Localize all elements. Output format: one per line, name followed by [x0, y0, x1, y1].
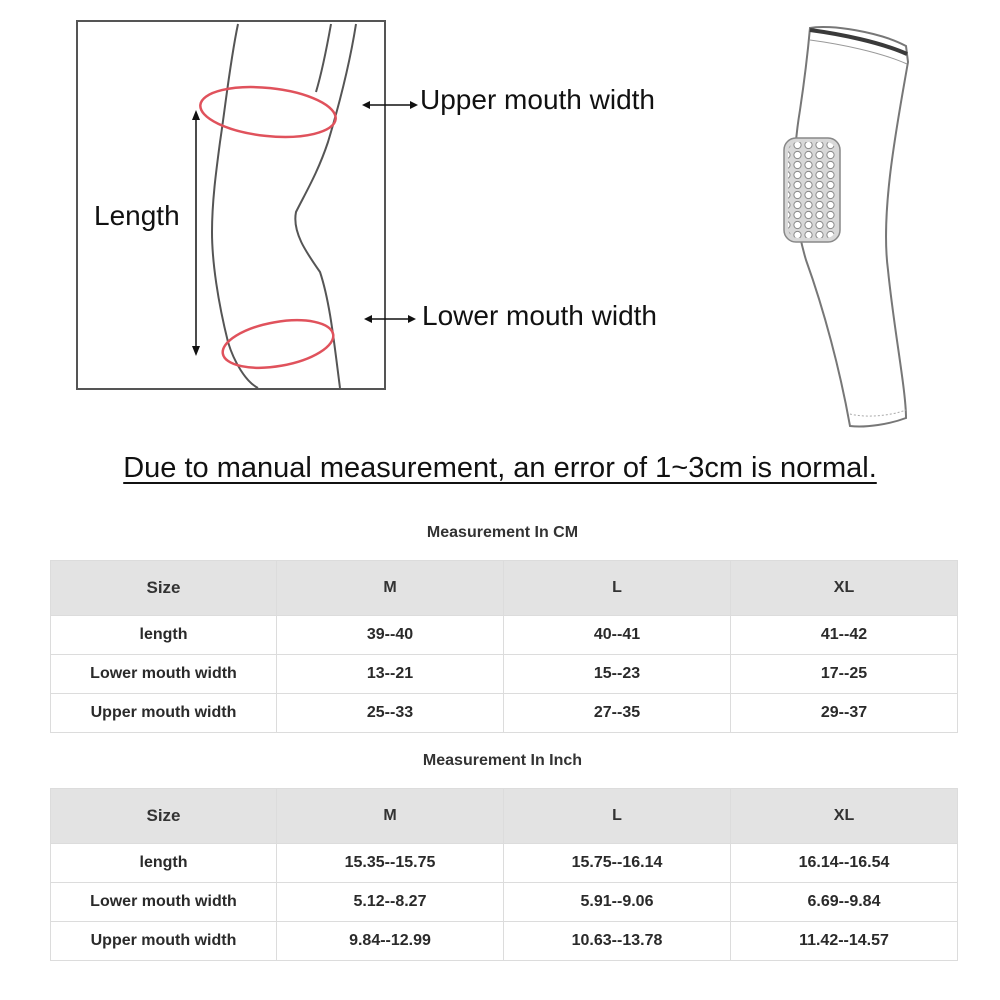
header-cell: Size: [51, 561, 277, 616]
table-row: [51, 655, 958, 694]
header-cell: M: [277, 561, 504, 616]
table-cell: 10.63--13.78: [504, 922, 731, 961]
table-cell: 13--21: [277, 655, 504, 694]
table-row: [51, 844, 958, 883]
table-cell: 5.12--8.27: [277, 883, 504, 922]
table-cell: 6.69--9.84: [731, 883, 958, 922]
table-cell: 17--25: [731, 655, 958, 694]
inch-size-table: [50, 788, 958, 961]
table-cell: 40--41: [504, 616, 731, 655]
inch-table-title: Measurement In Inch: [422, 752, 583, 769]
table-header-row: [51, 561, 958, 616]
table-cell: 41--42: [731, 616, 958, 655]
table-row: [51, 922, 958, 961]
table-cell: 16.14--16.54: [731, 844, 958, 883]
table-cell: 39--40: [277, 616, 504, 655]
row-label: Upper mouth width: [51, 694, 277, 733]
cm-table-title: Measurement In CM: [426, 524, 579, 541]
table-cell: 29--37: [731, 694, 958, 733]
table-cell: 5.91--9.06: [504, 883, 731, 922]
table-cell: 15--23: [504, 655, 731, 694]
header-cell: L: [504, 789, 731, 844]
lower-ring: [219, 313, 337, 376]
table-cell: 15.75--16.14: [504, 844, 731, 883]
row-label: length: [51, 844, 277, 883]
lower-arrow-icon: [364, 312, 416, 326]
measurement-error-note: Due to manual measurement, an error of 1~3cm is normal.: [123, 452, 877, 484]
row-label: length: [51, 616, 277, 655]
header-cell: Size: [51, 789, 277, 844]
row-label: Upper mouth width: [51, 922, 277, 961]
table-cell: 27--35: [504, 694, 731, 733]
row-label: Lower mouth width: [51, 883, 277, 922]
table-cell: 9.84--12.99: [277, 922, 504, 961]
upper-arrow-icon: [362, 98, 418, 112]
table-cell: 25--33: [277, 694, 504, 733]
table-header-row: [51, 789, 958, 844]
lower-mouth-width-label: Lower mouth width: [422, 300, 658, 331]
row-label: Lower mouth width: [51, 655, 277, 694]
table-row: [51, 883, 958, 922]
cm-size-table: [50, 560, 958, 733]
header-cell: L: [504, 561, 731, 616]
header-cell: XL: [731, 561, 958, 616]
header-cell: M: [277, 789, 504, 844]
table-cell: 11.42--14.57: [731, 922, 958, 961]
header-cell: XL: [731, 789, 958, 844]
length-label: Length: [94, 200, 180, 231]
table-row: [51, 616, 958, 655]
table-cell: 15.35--15.75: [277, 844, 504, 883]
table-row: [51, 694, 958, 733]
upper-mouth-width-label: Upper mouth width: [420, 84, 656, 115]
arm-sleeve-product-image: [770, 10, 930, 440]
